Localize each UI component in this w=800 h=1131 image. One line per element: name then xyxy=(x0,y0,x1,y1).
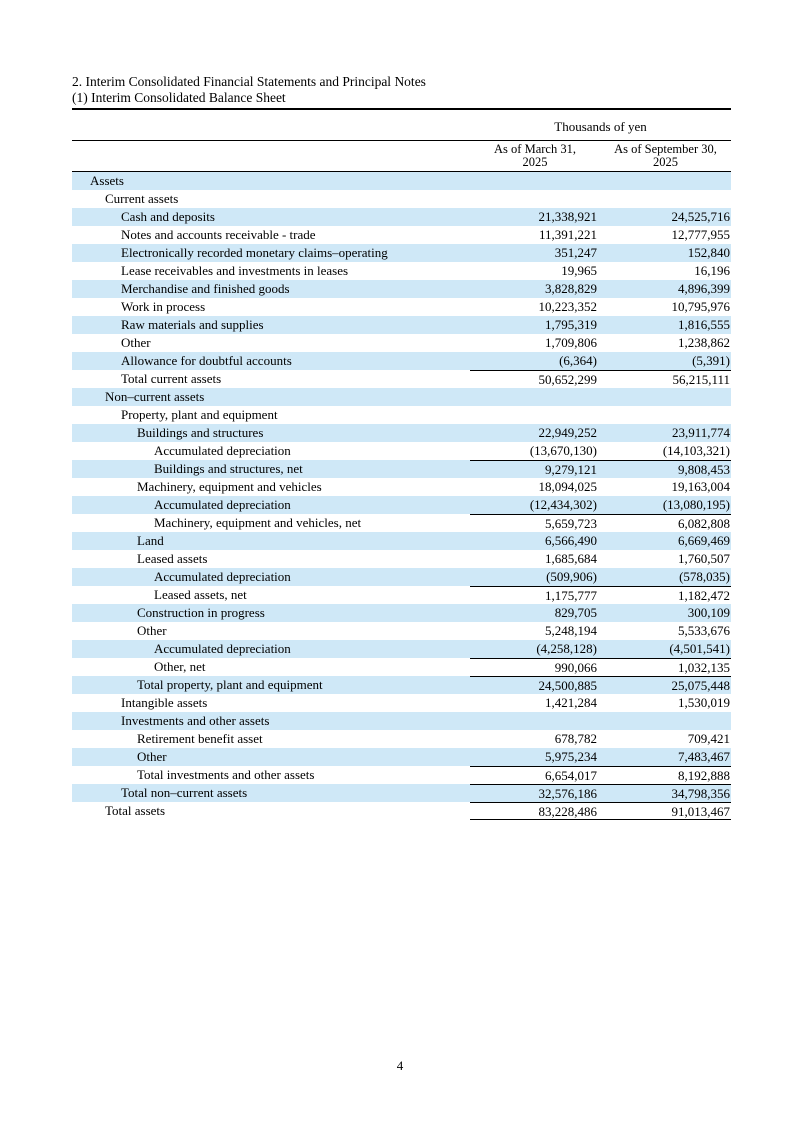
row-label: Construction in progress xyxy=(137,605,265,620)
table-row xyxy=(72,370,731,388)
table-row xyxy=(72,640,731,658)
row-values xyxy=(470,640,731,658)
table-row xyxy=(72,226,731,244)
value-v1: 1,685,684 xyxy=(545,551,597,566)
row-values xyxy=(470,334,731,352)
value-v2: 6,669,469 xyxy=(678,533,730,548)
value-v1 xyxy=(470,388,600,406)
table-row xyxy=(72,568,731,586)
row-label: Machinery, equipment and vehicles, net xyxy=(154,515,362,530)
value-v2: 6,082,808 xyxy=(678,516,730,531)
value-v1: 5,659,723 xyxy=(545,516,597,531)
value-v2: 16,196 xyxy=(694,263,730,278)
table-row xyxy=(72,658,731,676)
row-label: Other xyxy=(137,749,167,764)
row-values xyxy=(470,658,731,676)
table-row xyxy=(72,244,731,262)
value-v1: (13,670,130) xyxy=(529,443,597,458)
value-v2: 10,795,976 xyxy=(671,299,730,314)
table-row xyxy=(72,478,731,496)
table-row xyxy=(72,514,731,532)
value-v2: (578,035) xyxy=(679,569,730,584)
value-v1: 22,949,252 xyxy=(538,425,597,440)
row-label: Cash and deposits xyxy=(121,209,215,224)
row-values xyxy=(470,406,731,424)
row-values xyxy=(470,586,731,604)
row-label: Allowance for doubtful accounts xyxy=(121,353,292,368)
value-v1: 11,391,221 xyxy=(538,227,597,242)
value-v2: 12,777,955 xyxy=(671,227,730,242)
value-v1 xyxy=(470,190,600,208)
value-v1: 3,828,829 xyxy=(545,281,597,296)
row-values xyxy=(470,622,731,640)
row-values xyxy=(470,766,731,784)
row-values xyxy=(470,730,731,748)
page-number: 4 xyxy=(396,1058,404,1073)
value-v1 xyxy=(470,172,600,190)
value-v2: 4,896,399 xyxy=(678,281,730,296)
value-v2: 24,525,716 xyxy=(671,209,730,224)
value-v1: (4,258,128) xyxy=(536,641,597,656)
table-row xyxy=(72,316,731,334)
table-row xyxy=(72,712,731,730)
row-values xyxy=(470,190,731,208)
value-v1: (12,434,302) xyxy=(529,497,597,512)
row-label: Other xyxy=(121,335,151,350)
row-values xyxy=(470,694,731,712)
row-values xyxy=(470,262,731,280)
table-row xyxy=(72,676,731,694)
row-values xyxy=(470,802,731,820)
row-values xyxy=(470,388,731,406)
value-v1: 351,247 xyxy=(554,245,597,260)
column-header-september-line2: 2025 xyxy=(653,155,678,169)
row-label: Property, plant and equipment xyxy=(121,407,278,422)
row-label: Work in process xyxy=(121,299,206,314)
row-label: Other xyxy=(137,623,167,638)
table-row xyxy=(72,442,731,460)
row-label: Accumulated depreciation xyxy=(154,641,291,656)
value-v2: 91,013,467 xyxy=(671,804,730,819)
value-v2: 23,911,774 xyxy=(671,425,730,440)
table-row xyxy=(72,388,731,406)
row-label: Other, net xyxy=(154,659,206,674)
table-row xyxy=(72,280,731,298)
table-body xyxy=(72,172,731,820)
row-label: Machinery, equipment and vehicles xyxy=(137,479,322,494)
row-label: Leased assets, net xyxy=(154,587,247,602)
row-label: Current assets xyxy=(105,191,179,206)
table-row xyxy=(72,532,731,550)
column-header-september-line1: As of September 30, xyxy=(614,142,717,156)
value-v1: 21,338,921 xyxy=(538,209,597,224)
row-values xyxy=(470,514,731,532)
value-v2 xyxy=(600,406,731,424)
value-v1: 1,709,806 xyxy=(545,335,597,350)
row-label: Leased assets xyxy=(137,551,208,566)
table-row xyxy=(72,496,731,514)
row-values xyxy=(470,424,731,442)
table-row xyxy=(72,190,731,208)
row-label: Buildings and structures xyxy=(137,425,264,440)
table-row xyxy=(72,550,731,568)
row-label: Notes and accounts receivable - trade xyxy=(121,227,316,242)
value-v2: 9,808,453 xyxy=(678,462,730,477)
value-v1: 6,654,017 xyxy=(545,768,597,783)
row-label: Total investments and other assets xyxy=(137,767,315,782)
table-row xyxy=(72,208,731,226)
value-v2: (5,391) xyxy=(692,353,730,368)
value-v2: 56,215,111 xyxy=(672,372,730,387)
row-values xyxy=(470,478,731,496)
row-values xyxy=(470,784,731,802)
row-label: Raw materials and supplies xyxy=(121,317,264,332)
table-row xyxy=(72,604,731,622)
row-values xyxy=(470,748,731,766)
heading-line-2: (1) Interim Consolidated Balance Sheet xyxy=(72,89,286,105)
row-values xyxy=(470,712,731,730)
value-v2: 19,163,004 xyxy=(671,479,730,494)
row-values xyxy=(470,532,731,550)
value-v2: 8,192,888 xyxy=(678,768,730,783)
value-v2: 25,075,448 xyxy=(671,678,730,693)
row-values xyxy=(470,208,731,226)
row-label: Accumulated depreciation xyxy=(154,569,291,584)
table-row xyxy=(72,748,731,766)
value-v2: 1,032,135 xyxy=(678,660,730,675)
row-label: Intangible assets xyxy=(121,695,208,710)
row-label: Retirement benefit asset xyxy=(137,731,263,746)
row-values xyxy=(470,460,731,478)
value-v1: 32,576,186 xyxy=(538,786,597,801)
value-v2: 300,109 xyxy=(687,605,730,620)
table-row xyxy=(72,694,731,712)
row-label: Total assets xyxy=(105,803,166,818)
row-values xyxy=(470,352,731,370)
column-headers xyxy=(72,140,731,172)
value-v2: 1,530,019 xyxy=(678,695,730,710)
table-row xyxy=(72,424,731,442)
table-row xyxy=(72,622,731,640)
value-v1: 6,566,490 xyxy=(545,533,597,548)
value-v2: 1,238,862 xyxy=(678,335,730,350)
column-header-september xyxy=(600,141,731,171)
value-v2: 5,533,676 xyxy=(678,623,730,638)
value-v2: 7,483,467 xyxy=(678,749,730,764)
value-v2: 152,840 xyxy=(687,245,730,260)
value-v1: 18,094,025 xyxy=(538,479,597,494)
table-row xyxy=(72,460,731,478)
value-v1: 10,223,352 xyxy=(538,299,597,314)
value-v2 xyxy=(600,388,731,406)
units-label: Thousands of yen xyxy=(554,119,647,134)
row-label: Land xyxy=(137,533,164,548)
row-values xyxy=(470,316,731,334)
row-values xyxy=(470,226,731,244)
value-v1: 1,421,284 xyxy=(545,695,597,710)
section-heading xyxy=(72,74,731,110)
value-v1: 50,652,299 xyxy=(538,372,597,387)
value-v1: 9,279,121 xyxy=(545,462,597,477)
value-v1: 5,975,234 xyxy=(545,749,597,764)
table-row xyxy=(72,730,731,748)
value-v1: (509,906) xyxy=(546,569,597,584)
balance-sheet xyxy=(72,74,731,820)
header-spacer xyxy=(72,141,470,171)
value-v1 xyxy=(470,712,600,730)
row-values xyxy=(470,568,731,586)
value-v2: (14,103,321) xyxy=(662,443,730,458)
table-row xyxy=(72,334,731,352)
value-v1: 678,782 xyxy=(554,731,597,746)
row-values xyxy=(470,172,731,190)
value-v1: (6,364) xyxy=(559,353,597,368)
row-label: Merchandise and finished goods xyxy=(121,281,290,296)
row-label: Lease receivables and investments in leases xyxy=(121,263,349,278)
row-label: Buildings and structures, net xyxy=(154,461,303,476)
row-values xyxy=(470,676,731,694)
row-label: Accumulated depreciation xyxy=(154,443,291,458)
row-values xyxy=(470,244,731,262)
column-header-march-line2: 2025 xyxy=(522,155,548,169)
row-values xyxy=(470,496,731,514)
value-v2: 1,816,555 xyxy=(678,317,730,332)
value-v1 xyxy=(470,406,600,424)
table-row xyxy=(72,784,731,802)
table-row xyxy=(72,172,731,190)
value-v2: 34,798,356 xyxy=(671,786,730,801)
value-v1: 829,705 xyxy=(554,605,597,620)
table-row xyxy=(72,352,731,370)
value-v2 xyxy=(600,190,731,208)
value-v2: 1,182,472 xyxy=(678,588,730,603)
value-v1: 83,228,486 xyxy=(538,804,597,819)
value-v1: 990,066 xyxy=(554,660,597,675)
value-v1: 24,500,885 xyxy=(538,678,597,693)
value-v2: (4,501,541) xyxy=(669,641,730,656)
value-v1: 1,795,319 xyxy=(545,317,597,332)
value-v2: 1,760,507 xyxy=(678,551,730,566)
value-v1: 1,175,777 xyxy=(545,588,597,603)
row-values xyxy=(470,280,731,298)
row-label: Assets xyxy=(90,173,124,188)
column-header-march-line1: As of March 31, xyxy=(494,142,576,156)
table-row xyxy=(72,766,731,784)
column-header-march xyxy=(470,141,600,171)
row-values xyxy=(470,442,731,460)
heading-line-1: 2. Interim Consolidated Financial Statements and Principal Notes xyxy=(72,74,426,89)
value-v2: (13,080,195) xyxy=(662,497,730,512)
table-row xyxy=(72,262,731,280)
row-label: Total current assets xyxy=(121,371,222,386)
value-v2 xyxy=(600,172,731,190)
table-row xyxy=(72,802,731,820)
row-label: Electronically recorded monetary claims–operating xyxy=(121,245,388,260)
value-v2: 709,421 xyxy=(687,731,730,746)
row-values xyxy=(470,298,731,316)
row-values xyxy=(470,604,731,622)
row-label: Total non–current assets xyxy=(121,785,248,800)
table-row xyxy=(72,586,731,604)
table-row xyxy=(72,406,731,424)
value-v2 xyxy=(600,712,731,730)
row-values xyxy=(470,370,731,388)
value-v1: 5,248,194 xyxy=(545,623,597,638)
row-label: Non–current assets xyxy=(105,389,205,404)
value-v1: 19,965 xyxy=(561,263,597,278)
row-label: Total property, plant and equipment xyxy=(137,677,323,692)
row-label: Accumulated depreciation xyxy=(154,497,291,512)
row-label: Investments and other assets xyxy=(121,713,270,728)
row-values xyxy=(470,550,731,568)
table-row xyxy=(72,298,731,316)
